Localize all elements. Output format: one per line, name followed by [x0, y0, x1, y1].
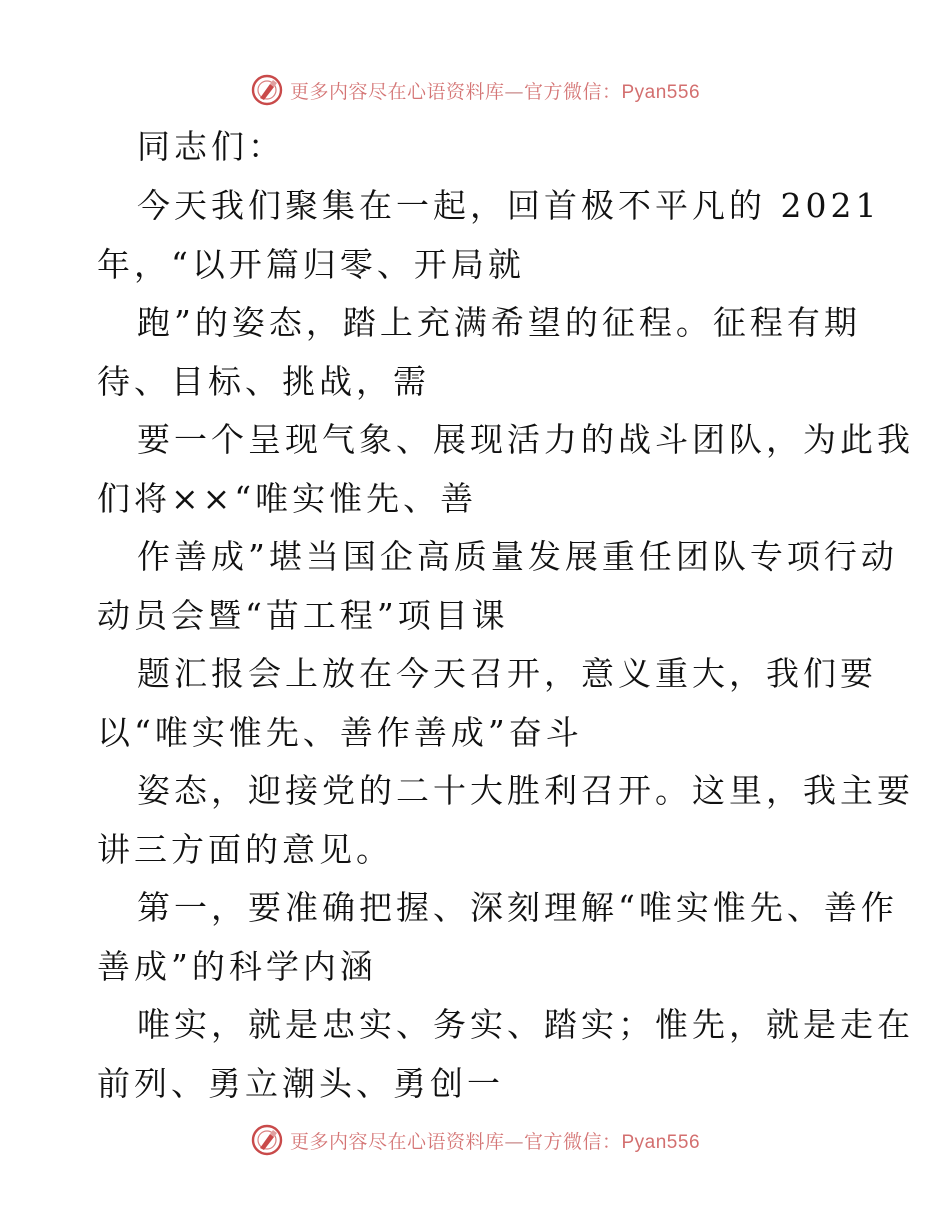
watermark-text: 更多内容尽在心语资料库—官方微信：Pyan556	[289, 80, 701, 103]
document-line: 动员会暨“苗工程”项目课	[97, 596, 509, 635]
document-line: 作善成”堪当国企高质量发展重任团队专项行动	[137, 537, 898, 576]
pen-nib-logo-icon	[250, 1123, 284, 1157]
watermark-text: 更多内容尽在心语资料库—官方微信：Pyan556	[289, 1130, 701, 1153]
document-line: 题汇报会上放在今天召开，意义重大，我们要	[137, 654, 877, 693]
document-line: 同志们：	[137, 127, 285, 166]
document-line: 唯实，就是忠实、务实、踏实；惟先，就是走在	[137, 1005, 914, 1044]
document-line: 第一，要准确把握、深刻理解“唯实惟先、善作	[137, 888, 898, 927]
document-line: 们将××“唯实惟先、善	[97, 479, 478, 518]
document-line: 前列、勇立潮头、勇创一	[97, 1064, 504, 1103]
document-line: 姿态，迎接党的二十大胜利召开。这里，我主要	[137, 771, 914, 810]
document-line: 要一个呈现气象、展现活力的战斗团队，为此我	[137, 420, 914, 459]
document-line: 以“唯实惟先、善作善成”奋斗	[97, 713, 583, 752]
document-line: 跑”的姿态，踏上充满希望的征程。征程有期	[137, 303, 861, 342]
document-line: 善成”的科学内涵	[97, 947, 377, 986]
footer-watermark	[0, 1120, 950, 1160]
document-line: 讲三方面的意见。	[97, 830, 393, 869]
document-line: 今天我们聚集在一起，回首极不平凡的 2021	[137, 186, 881, 225]
document-line: 待、目标、挑战，需	[97, 362, 430, 401]
document-line: 年，“以开篇归零、开局就	[97, 245, 525, 284]
